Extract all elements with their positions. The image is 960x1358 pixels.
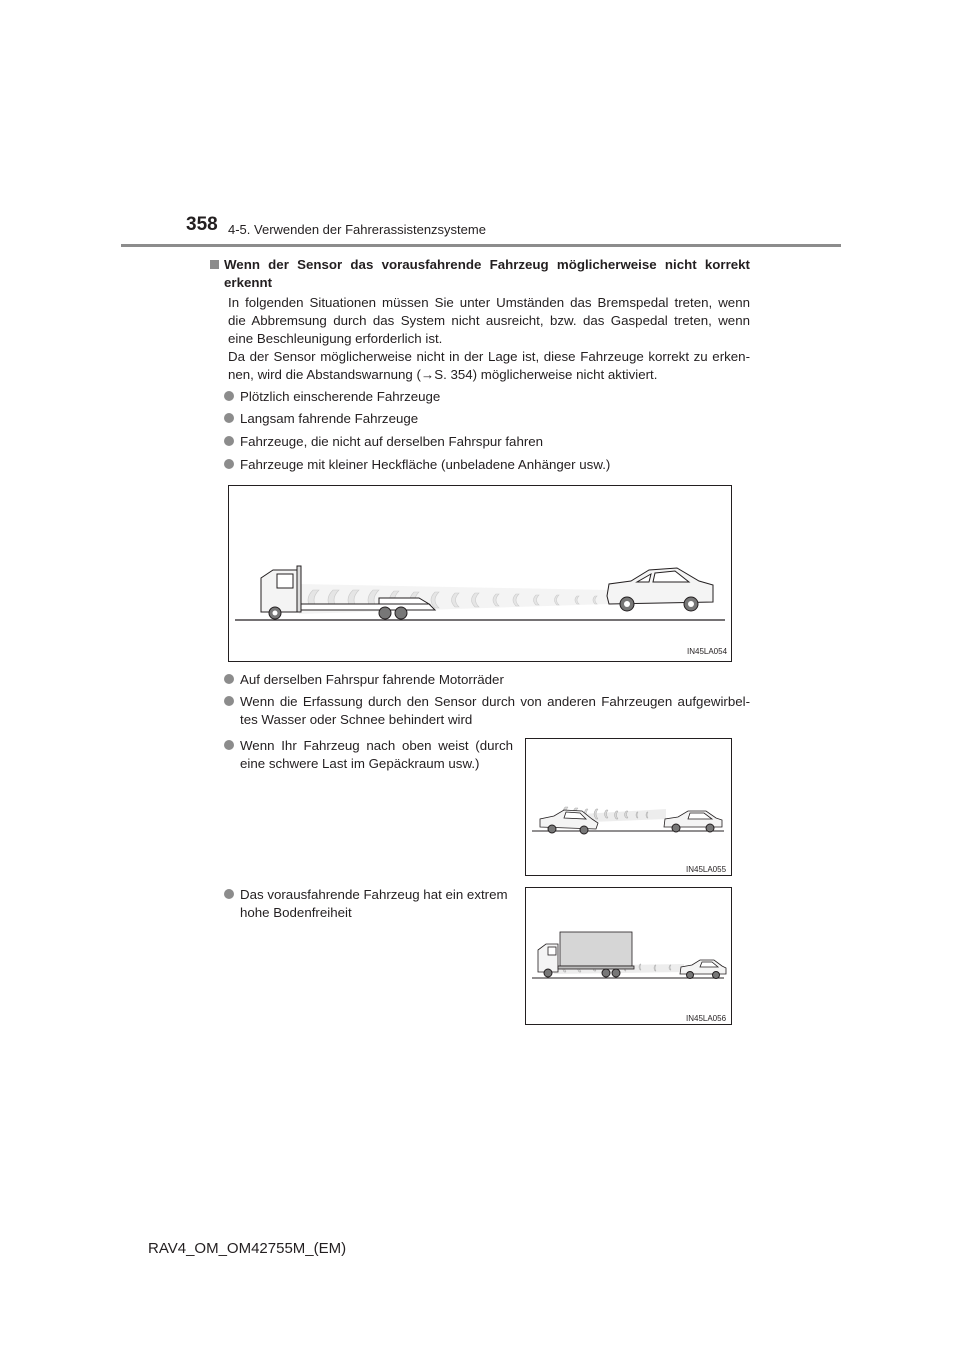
para-line-1: In folgenden Situationen müssen Sie unter Umständen das Bremspedal treten, wenn xyxy=(228,295,750,310)
bullet-icon xyxy=(224,674,234,684)
para-line-4: Da der Sensor möglicherweise nicht in der Lage ist, diese Fahrzeuge korrekt zu erken- xyxy=(228,349,750,364)
figure-code: IN45LA055 xyxy=(686,865,727,874)
figure-high-clearance-truck xyxy=(525,887,732,1025)
bullet-icon xyxy=(224,391,234,401)
section-heading xyxy=(210,256,750,292)
figure-code: IN45LA056 xyxy=(686,1014,727,1023)
figure-truck-trailer-car xyxy=(228,485,732,662)
list-item-text-line-2: eine schwere Last im Gepäckraum usw.) xyxy=(240,756,480,771)
list-item-text: Langsam fahrende Fahrzeuge xyxy=(240,411,419,426)
bullet-icon xyxy=(224,436,234,446)
high-clearance-truck-illustration xyxy=(526,888,731,1024)
para-line-2: die Abbremsung durch das System nicht ausreicht, bzw. das Gaspedal treten, wenn xyxy=(228,313,750,328)
list-item-text: Auf derselben Fahrspur fahrende Motorräder xyxy=(240,672,504,687)
list-item-text-line-1: Wenn die Erfassung durch den Sensor durch von anderen Fahrzeugen aufgewirbel- xyxy=(240,694,750,709)
list-item-text-line-1: Das vorausfahrende Fahrzeug hat ein extrem xyxy=(240,887,508,902)
list-item-text-line-2: hohe Bodenfreiheit xyxy=(240,905,352,920)
heading-line-2: erkennt xyxy=(224,275,273,290)
para-line-3: eine Beschleunigung erforderlich ist. xyxy=(228,331,443,346)
chapter-title: 4-5. Verwenden der Fahrerassistenzsysteme xyxy=(228,222,486,237)
page-number: 358 xyxy=(186,214,218,235)
list-item-text: Fahrzeuge mit kleiner Heckfläche (unbeladene Anhänger usw.) xyxy=(240,457,611,472)
figure-car-pointing-up xyxy=(525,738,732,876)
figure-code: IN45LA054 xyxy=(687,647,728,656)
list-item-text-line-1: Wenn Ihr Fahrzeug nach oben weist (durch xyxy=(240,738,513,753)
bullet-icon xyxy=(224,459,234,469)
heading-line-1: Wenn der Sensor das vorausfahrende Fahrzeug möglicherweise nicht korrekt xyxy=(224,257,750,272)
list-item-text: Plötzlich einscherende Fahrzeuge xyxy=(240,389,441,404)
intro-paragraph xyxy=(228,294,750,384)
list-item-text-line-2: tes Wasser oder Schnee behindert wird xyxy=(240,712,473,727)
list-item-text: Fahrzeuge, die nicht auf derselben Fahrspur fahren xyxy=(240,434,544,449)
bullet-icon xyxy=(224,413,234,423)
header-rule xyxy=(121,244,841,247)
para-line-5: nen, wird die Abstandswarnung (→S. 354) möglicherweise nicht aktiviert. xyxy=(228,367,658,382)
raised-car-illustration xyxy=(526,739,731,875)
truck-trailer-illustration xyxy=(229,486,731,661)
heading-square-icon xyxy=(210,260,219,269)
bullet-icon xyxy=(224,696,234,706)
document-code: RAV4_OM_OM42755M_(EM) xyxy=(148,1240,347,1257)
bullet-icon xyxy=(224,740,234,750)
bullet-icon xyxy=(224,889,234,899)
